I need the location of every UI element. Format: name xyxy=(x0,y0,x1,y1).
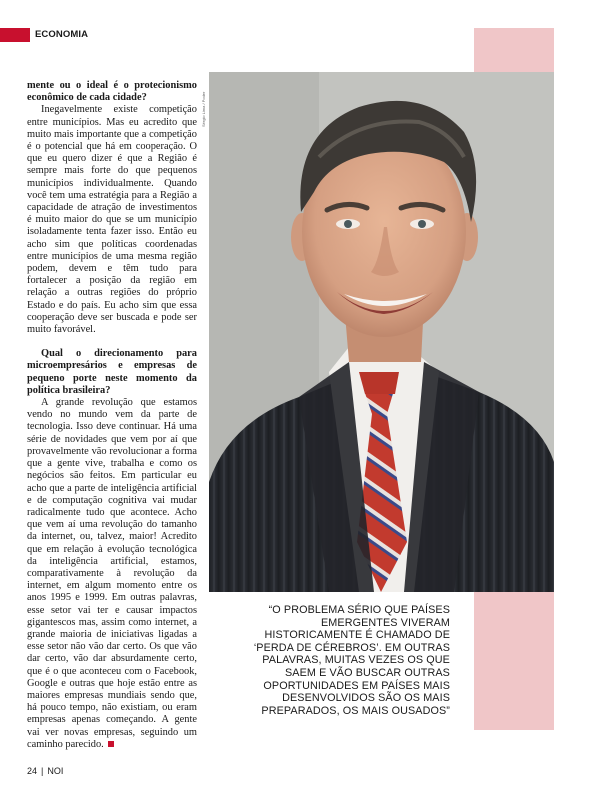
interview-question-2: Qual o direcionamento para microempresários e empresas de pequeno porte neste momento da política brasileira? xyxy=(27,348,197,396)
interview-answer-1: Inegavelmente existe competição entre municípios. Mas eu acredito que muito mais importante que a competição é o potencial que há em cooperação. O que eu quero dizer é que a Região é sempre mais forte do que pequenos municípios individualmente. Quando você tem uma estratégia para a Região a capacidade de atração de investimentos é muito maior do que se um município isoladamente tenta fazer isso. Então eu acho sim que políticas coordenadas entre municípios de uma mesma região podem, devem e têm tudo para fortalecer a posição da região em relação a outras regiões do próprio Estado e do país. Eu acho sim que essa cooperação deve ser buscada e pode ser muito favorável. xyxy=(27,104,197,336)
end-of-article-mark xyxy=(108,741,114,747)
decorative-pink-block-bottom xyxy=(474,592,554,730)
page-footer xyxy=(27,766,63,776)
section-label: ECONOMIA xyxy=(35,29,89,40)
interview-answer-2 xyxy=(27,397,197,751)
pull-quote: “O PROBLEMA SÉRIO QUE PAÍSES EMERGENTES VIVERAM HISTORICAMENTE É CHAMADO DE ‘PERDA DE CÉREBROS’. EM OUTRAS PALAVRAS, MUITAS VEZES OS QUE SAEM E VÃO BUSCAR OUTRAS OPORTUNIDADES EM PAÍSES MAIS DESENVOLVIDOS SÃO OS MAIS PREPARADOS, OS MAIS OUSADOS” xyxy=(253,604,450,717)
magazine-name: NOI xyxy=(47,766,64,776)
article-column xyxy=(27,80,197,751)
interview-question-1-end: mente ou o ideal é o protecionismo econômico de cada cidade? xyxy=(27,80,197,104)
photo-credit: Sérgio Lima / Poder xyxy=(201,91,206,127)
interview-answer-2-text: A grande revolução que estamos vendo no mundo vem da parte de tecnologia. Isso deve continuar. Há uma série de novidades que vem por aí que provavelmente vão revolucionar a forma que a gente vive, trabalha e como os negócios são feitos. Em particular eu acho que a parte de inteligência artificial e de computação cognitiva vai mudar radicalmente tudo que acontece. Acho que vem aí uma revolução do tamanho da internet, ou, talvez, maior! Acredito que em relação à evolução tecnológica da inteligência artificial, estamos, comparativamente à revolução da internet, em algum momento entre os anos 1995 e 1999. Em outras palavras, esse setor vai ter e causar impactos gigantescos mas, assim como internet, a grande maioria de iniciativas ligadas a esse setor não vão dar certo. Os que vão dar certo, vão dar absurdamente certo, que é o que aconteceu com o Facebook, Google e outras que hoje estão entre as maiores empresas mundiais sendo que, há pouco tempo, não existiam, ou eram empresas apenas começando. A gente vai ver novas empresas, seguindo um caminho parecido. xyxy=(27,397,197,750)
footer-separator: | xyxy=(41,766,44,776)
portrait-photo xyxy=(209,72,554,592)
decorative-pink-block-top xyxy=(474,28,554,72)
page-number: 24 xyxy=(27,766,38,776)
section-color-bar xyxy=(0,28,30,42)
